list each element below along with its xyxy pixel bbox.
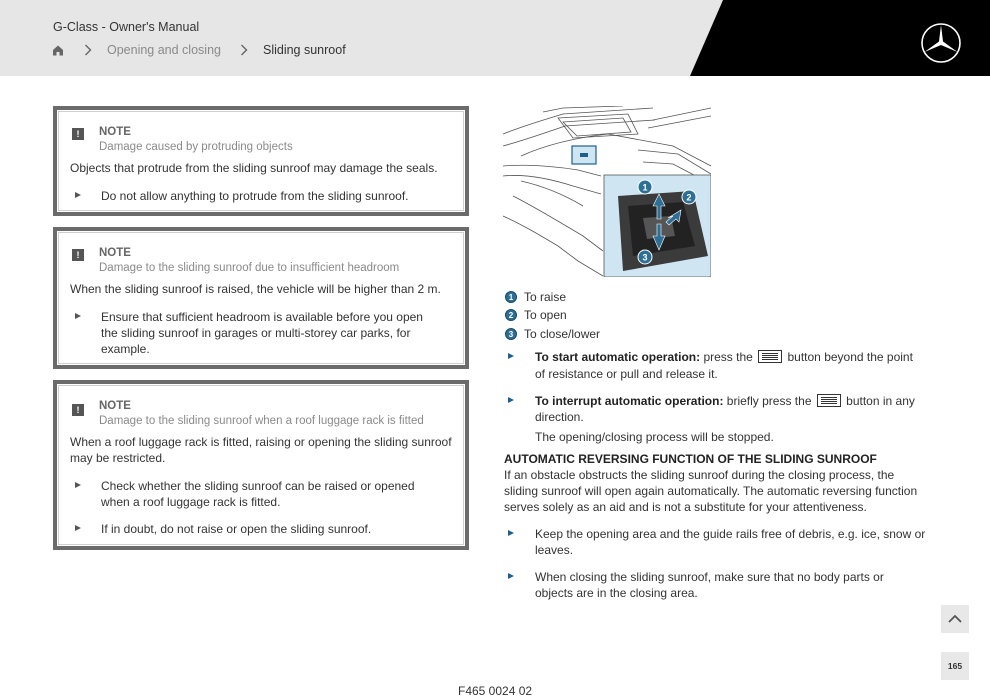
note-bullet: If in doubt, do not raise or open the sliding sunroof. <box>101 522 372 536</box>
legend-item-close-lower <box>505 326 600 342</box>
legend-number: 2 <box>505 309 517 321</box>
auto-reverse-bullet-cont: objects are in the closing area. <box>535 586 698 600</box>
start-automatic-instruction: To start automatic operation: press the button beyond the point <box>535 350 913 364</box>
note-box-roof-luggage-rack <box>53 380 469 550</box>
note-bullet: Do not allow anything to protrude from the sliding sunroof. <box>101 189 409 203</box>
sunroof-switch-illustration <box>503 106 711 277</box>
bullet-arrow-icon <box>508 530 514 536</box>
note-label: NOTE <box>99 126 131 138</box>
warning-exclamation-icon: ! <box>72 128 84 140</box>
legend-item-open <box>505 307 567 323</box>
interrupt-result: The opening/closing process will be stopped. <box>535 430 774 444</box>
chevron-right-icon <box>239 44 249 56</box>
note-label: NOTE <box>99 400 131 412</box>
section-heading-auto-reverse: AUTOMATIC REVERSING FUNCTION OF THE SLIDING SUNROOF <box>504 452 877 466</box>
chevron-right-icon <box>83 44 93 56</box>
instruction-heading: To interrupt automatic operation: <box>535 394 724 408</box>
legend-label: To close/lower <box>524 327 601 341</box>
callout-3: 3 <box>642 252 648 263</box>
auto-reverse-bullet: When closing the sliding sunroof, make sure that no body parts or <box>535 570 884 584</box>
note-body: Objects that protrude from the sliding sunroof may damage the seals. <box>70 161 438 175</box>
note-body: When the sliding sunroof is raised, the vehicle will be higher than 2 m. <box>70 282 441 296</box>
note-subtitle: Damage caused by protruding objects <box>99 141 293 153</box>
auto-reverse-line: serves solely as an aid and is not a substitute for your attentiveness. <box>504 500 867 514</box>
sunroof-button-icon <box>817 394 841 407</box>
note-subtitle: Damage to the sliding sunroof when a roof luggage rack is fitted <box>99 415 424 427</box>
page-number-button[interactable]: 165 <box>941 652 969 680</box>
document-title: G-Class - Owner's Manual <box>53 20 200 34</box>
figure-code: F465 0024 02 <box>458 684 533 698</box>
auto-reverse-line: If an obstacle obstructs the sliding sunroof during the closing process, the <box>504 468 895 482</box>
auto-reverse-bullet: Keep the opening area and the guide rails free of debris, e.g. ice, snow or <box>535 527 926 541</box>
bullet-arrow-icon <box>75 482 81 488</box>
mercedes-star-logo[interactable] <box>920 22 962 64</box>
instruction-heading: To start automatic operation: <box>535 350 701 364</box>
note-label: NOTE <box>99 247 131 259</box>
legend-label: To open <box>524 308 567 322</box>
note-bullet: Ensure that sufficient headroom is available before you open the sliding sunroof in garages or multi-storey car parks, for example. <box>101 310 423 356</box>
interrupt-automatic-instruction: To interrupt automatic operation: briefly press the button in any <box>535 394 915 408</box>
interrupt-automatic-instruction-cont: direction. <box>535 410 584 424</box>
bullet-arrow-icon <box>508 397 514 403</box>
note-subtitle: Damage to the sliding sunroof due to insufficient headroom <box>99 262 400 274</box>
home-icon[interactable] <box>51 43 65 57</box>
scroll-to-top-button[interactable] <box>941 605 969 633</box>
breadcrumb <box>51 42 346 58</box>
bullet-arrow-icon <box>75 192 81 198</box>
start-automatic-instruction-cont: of resistance or pull and release it. <box>535 367 718 381</box>
chevron-up-icon <box>947 614 963 624</box>
note-box-insufficient-headroom <box>53 227 469 369</box>
bullet-arrow-icon <box>75 313 81 319</box>
note-bullet: Check whether the sliding sunroof can be raised or opened when a roof luggage rack is fitted. <box>101 479 415 509</box>
warning-exclamation-icon: ! <box>72 404 84 416</box>
warning-exclamation-icon: ! <box>72 249 84 261</box>
callout-1: 1 <box>642 182 648 193</box>
callout-2: 2 <box>686 192 692 203</box>
sunroof-button-icon <box>758 350 782 363</box>
legend-number: 3 <box>505 328 517 340</box>
breadcrumb-item-sliding-sunroof: Sliding sunroof <box>262 43 346 57</box>
auto-reverse-bullet-cont: leaves. <box>535 543 574 557</box>
auto-reverse-line: sliding sunroof will open again automatically. The automatic reversing function <box>504 484 918 498</box>
breadcrumb-item-opening-and-closing[interactable]: Opening and closing <box>107 43 221 57</box>
bullet-arrow-icon <box>75 525 81 531</box>
legend-number: 1 <box>505 291 517 303</box>
bullet-arrow-icon <box>508 353 514 359</box>
note-box-protruding-objects <box>53 106 469 216</box>
note-body: When a roof luggage rack is fitted, raising or opening the sliding sunroof may be restricted. <box>70 435 452 465</box>
legend-label: To raise <box>524 290 567 304</box>
legend-item-raise <box>505 289 566 305</box>
bullet-arrow-icon <box>508 573 514 579</box>
